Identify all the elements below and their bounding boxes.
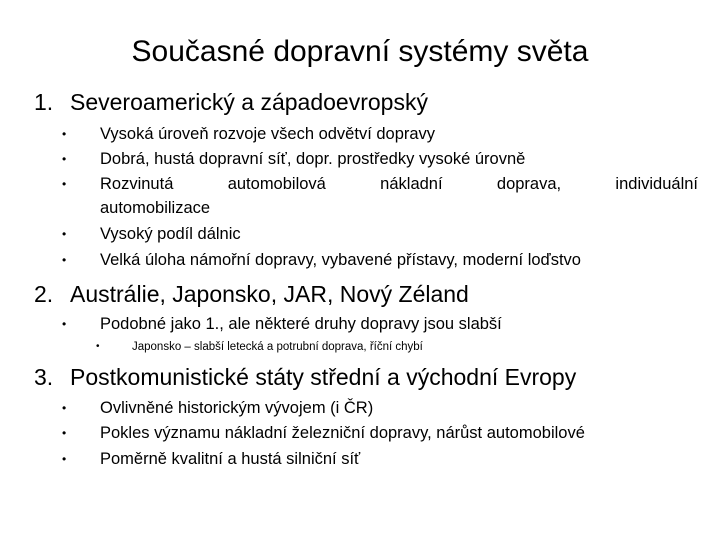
list-item-text: Pokles významu nákladní železniční dopravy, nárůst automobilové bbox=[100, 424, 585, 442]
bullet-dot: • bbox=[62, 253, 67, 267]
sub-list-item-text: Japonsko – slabší letecká a potrubní doprava, říční chybí bbox=[132, 341, 423, 353]
section-number: 2. bbox=[34, 281, 54, 307]
section-heading-text: Severoamerický a západoevropský bbox=[70, 89, 428, 115]
bullet-dot: • bbox=[62, 152, 67, 166]
section-number: 1. bbox=[34, 89, 54, 115]
bullet-dot: • bbox=[62, 227, 67, 241]
section-heading-2 bbox=[34, 280, 469, 308]
bullet-dot: • bbox=[62, 127, 67, 141]
bullet-dot: • bbox=[96, 341, 100, 352]
section-heading-3 bbox=[34, 363, 576, 391]
bullet-dot: • bbox=[62, 452, 67, 466]
slide-title: Současné dopravní systémy světa bbox=[131, 35, 589, 68]
list-item-text: Vysoký podíl dálnic bbox=[100, 225, 241, 243]
list-item-text: Dobrá, hustá dopravní síť, dopr. prostředky vysoké úrovně bbox=[100, 150, 526, 168]
list-item-text: Ovlivněné historickým vývojem (i ČR) bbox=[100, 399, 374, 417]
bullet-dot: • bbox=[62, 317, 67, 331]
list-item-text: Podobné jako 1., ale některé druhy dopravy jsou slabší bbox=[100, 315, 502, 333]
list-item-text: Rozvinutá automobilová nákladní doprava, individuální bbox=[100, 175, 698, 193]
section-heading-text: Postkomunistické státy střední a východní Evropy bbox=[70, 364, 577, 390]
section-heading-1 bbox=[34, 88, 428, 116]
section-heading-text: Austrálie, Japonsko, JAR, Nový Zéland bbox=[70, 281, 469, 307]
list-item-text-continuation: automobilizace bbox=[100, 199, 211, 217]
list-item-text: Velká úloha námořní dopravy, vybavené přístavy, moderní loďstvo bbox=[100, 251, 581, 269]
section-number: 3. bbox=[34, 364, 54, 390]
list-item-text: Vysoká úroveň rozvoje všech odvětví dopravy bbox=[100, 125, 436, 143]
bullet-dot: • bbox=[62, 401, 67, 415]
bullet-dot: • bbox=[62, 426, 67, 440]
list-item-text: Poměrně kvalitní a hustá silniční síť bbox=[100, 450, 361, 468]
bullet-dot: • bbox=[62, 177, 67, 191]
